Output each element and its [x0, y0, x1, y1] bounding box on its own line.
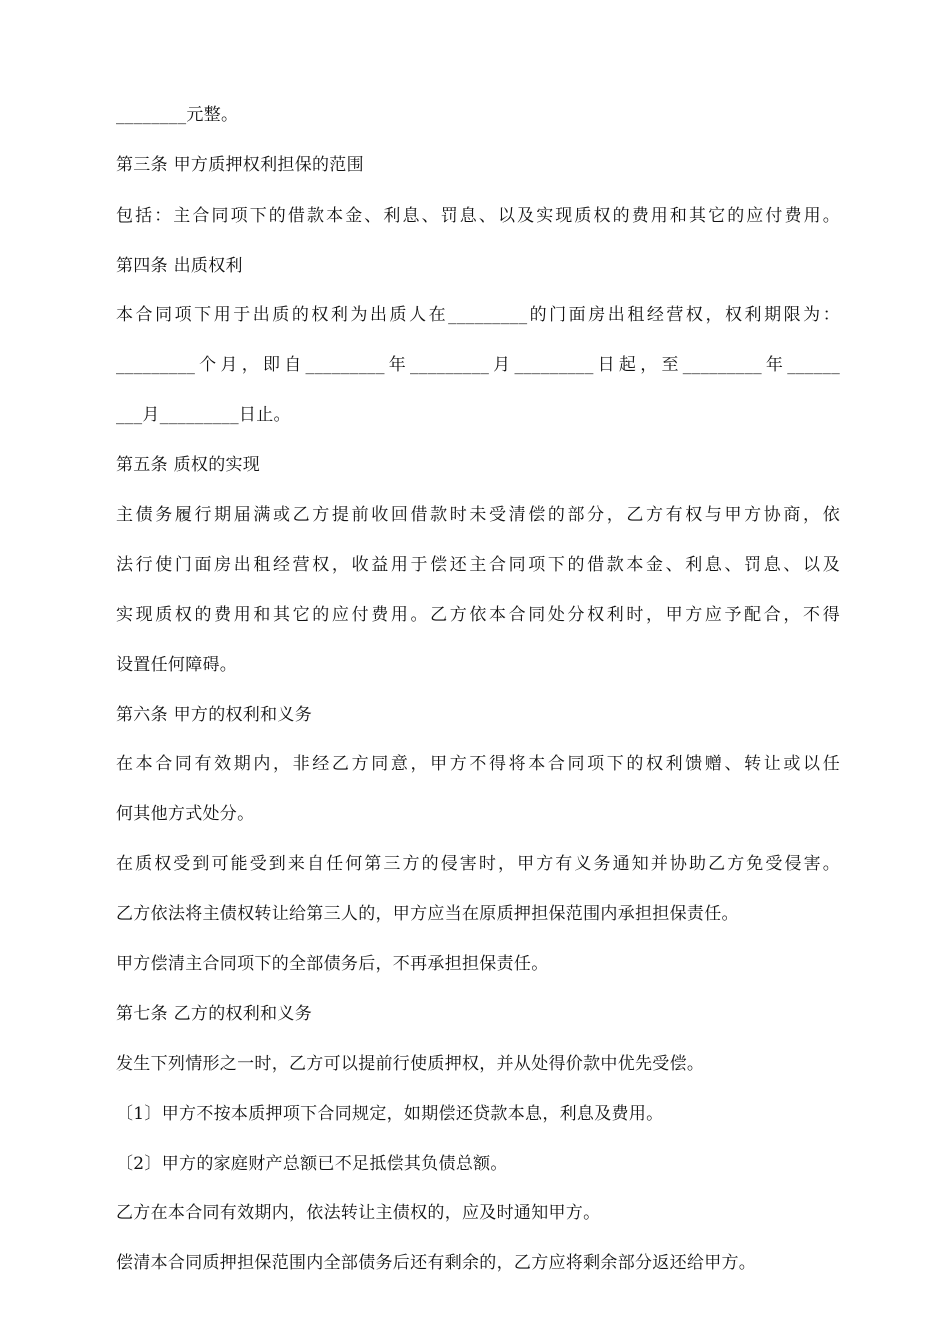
text-line: 乙方在本合同有效期内，依法转让主债权的，应及时通知甲方。 [116, 1203, 601, 1223]
text-line: 甲方偿清主合同项下的全部债务后，不再承担担保责任。 [116, 954, 549, 974]
text-line: ___月_________日止。 [116, 405, 291, 425]
text-line: 在质权受到可能受到来自任何第三方的侵害时，甲方有义务通知并协助乙方免受侵害。 [116, 854, 840, 874]
section-heading-6: 第六条 甲方的权利和义务 [116, 705, 313, 725]
text-line: 何其他方式处分。 [116, 804, 255, 824]
section-heading-5: 第五条 质权的实现 [116, 455, 261, 475]
text-line: _________个月，即自_________年_________月_________日起，至_________年______ [116, 355, 840, 375]
text-line: ________元整。 [116, 105, 239, 125]
text-line: 本合同项下用于出质的权利为出质人在_________的门面房出租经营权，权利期限为： [116, 305, 840, 325]
list-item: 〔1〕甲方不按本质押项下合同规定，如期偿还贷款本息，利息及费用。 [116, 1104, 664, 1124]
text-line: 偿清本合同质押担保范围内全部债务后还有剩余的，乙方应将剩余部分返还给甲方。 [116, 1253, 757, 1273]
text-line: 主债务履行期届满或乙方提前收回借款时未受清偿的部分，乙方有权与甲方协商，依 [116, 505, 840, 525]
text-line: 包括：主合同项下的借款本金、利息、罚息、以及实现质权的费用和其它的应付费用。 [116, 206, 840, 226]
section-heading-3: 第三条 甲方质押权利担保的范围 [116, 155, 364, 175]
text-line: 设置任何障碍。 [116, 655, 238, 675]
section-heading-4: 第四条 出质权利 [116, 256, 243, 276]
text-line: 发生下列情形之一时，乙方可以提前行使质押权，并从处得价款中优先受偿。 [116, 1054, 705, 1074]
text-line: 实现质权的费用和其它的应付费用。乙方依本合同处分权利时，甲方应予配合，不得 [116, 605, 840, 625]
section-heading-7: 第七条 乙方的权利和义务 [116, 1004, 313, 1024]
text-line: 法行使门面房出租经营权，收益用于偿还主合同项下的借款本金、利息、罚息、以及 [116, 555, 840, 575]
text-line: 在本合同有效期内，非经乙方同意，甲方不得将本合同项下的权利馈赠、转让或以任 [116, 754, 840, 774]
text-line: 乙方依法将主债权转让给第三人的，甲方应当在原质押担保范围内承担担保责任。 [116, 904, 739, 924]
list-item: 〔2〕甲方的家庭财产总额已不足抵偿其负债总额。 [116, 1154, 508, 1174]
